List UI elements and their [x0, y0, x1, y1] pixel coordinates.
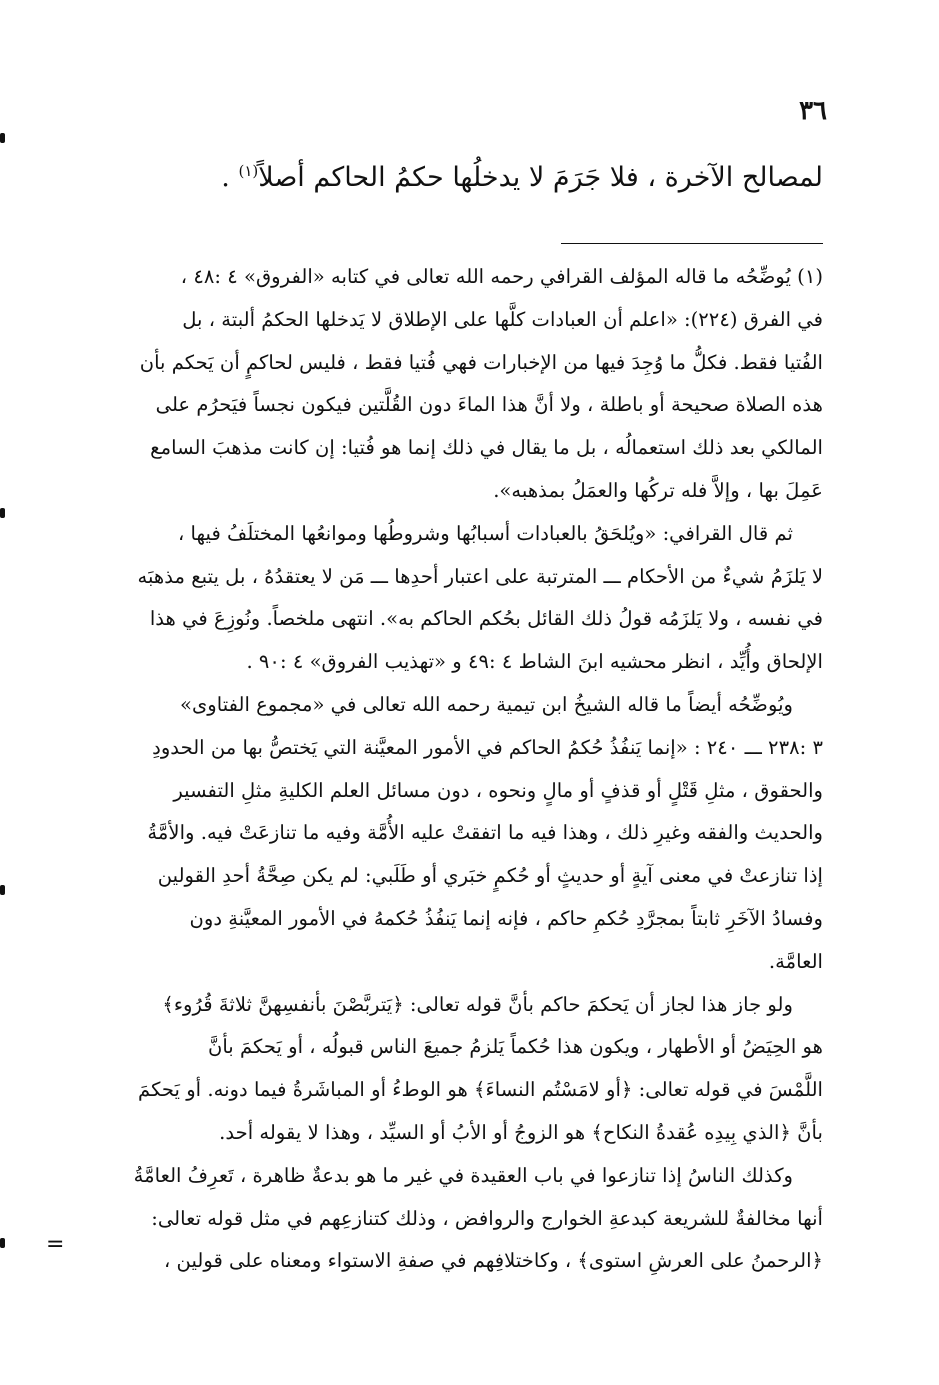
page-number: ٣٦ [799, 96, 827, 126]
footnote-line: بأنَّ ﴿الذي بِيدِه عُقدةُ النكاح﴾ هو الزوجُ أو الأبُ أو السيِّد ، وهذا لا يقوله أحد. [219, 1120, 823, 1144]
footnote-line: الفُتيا فقط. فكلُّ ما وُجِدَ فيها من الإخبارات فهي فُتيا فقط ، فليس لحاكمٍ أن يَحكم بأن [139, 350, 823, 374]
footnote-line: الإلحاق وأُيِّد ، انظر محشيه ابنَ الشاط ٤ :٤٩ و «تهذيب الفروق» ٤ :٩٠ . [246, 650, 823, 674]
scan-mark [0, 1238, 5, 1248]
footnote-line: (١) يُوضِّحُه ما قاله المؤلف القرافي رحمه الله تعالى في كتابه «الفروق» ٤ :٤٨ ، [180, 265, 823, 288]
footnote-line: والحديث والفقه وغيرِ ذلك ، وهذا فيه ما اتفقتْ عليه الأُمَّة وفيه ما تنازعَتْ فيه. والأمَّةُ [147, 821, 823, 845]
footnote-line: إذا تنازعتْ في معنى آيةٍ أو حديثٍ أو حُكمٍ خبَري أو طَلَبي: لم يكن صِحَّةُ أحدِ القولين [157, 864, 823, 888]
footnote-reference: (١) [238, 162, 259, 180]
footnote-separator [561, 243, 823, 244]
scan-mark [0, 508, 5, 518]
footnote-line: العامَّة. [768, 949, 823, 973]
continuation-mark: = [46, 1232, 65, 1257]
footnote-line: أنها مخالفةٌ للشريعة كبدعةِ الخوارج والروافض ، وذلك كتنازعِهم في مثل قوله تعالى: [151, 1206, 823, 1230]
footnote-line: هذه الصلاة صحيحة أو باطلة ، ولا أنَّ هذا الماءَ دون القُلَّتين فيكون نجساً فيَحرُم على [155, 393, 823, 417]
footnote-line: وفسادُ الآخَرِ ثابتاً بمجرَّدِ حُكمِ حاكم ، فإنه إنما يَنفُذُ حُكمهُ في الأمور المعيَّنةِ دون [189, 906, 823, 930]
footnote-line: اللَّمْسَ في قوله تعالى: ﴿أو لامَسْتُم النساءَ﴾ هو الوطءُ أو المباشَرةُ فيما دونه. أو يَحكمَ [138, 1078, 823, 1102]
footnote-line: في نفسه ، ولا يَلزَمُه قولُ ذلك القائل بحُكم الحاكم به». انتهى ملخصاً. ونُوزِعَ في هذا [149, 607, 823, 631]
footnote-line: والحقوق ، مثلِ قَتْلٍ أو قذفٍ أو مالٍ ونحوه ، دون مسائل العلم الكليةِ مثلِ التفسير [173, 778, 823, 802]
footnote-line: ﴿الرحمنُ على العرشِ استوى﴾ ، وكاختلافِهم في صفةِ الاستواء ومعناه على قولين ، [163, 1249, 823, 1273]
footnote-line: في الفرق (٢٢٤): «اعلم أن العبادات كلَّها على الإطلاق لا يَدخلها الحكمُ ألبتة ، بل [182, 307, 823, 331]
footnote-line: ثم قال القرافي: «ويُلحَقُ بالعبادات أسبابُها وشروطُها وموانعُها المختلَفُ فيها ، [177, 521, 793, 545]
footnote-line: ولو جاز هذا لجاز أن يَحكمَ حاكم بأنَّ قوله تعالى: ﴿يَتربَّصْنَ بأنفسِهنَّ ثلاثةَ قُرُوء﴾ [162, 992, 793, 1016]
footnote-line: ويُوضِّحُه أيضاً ما قاله الشيخُ ابن تيمية رحمه الله تعالى في «مجموع الفتاوى» [179, 692, 793, 716]
main-text-end: . [221, 162, 239, 193]
footnote-line: المالكي بعد ذلك استعمالُه ، بل ما يقال في ذلك إنما هو فُتيا: إن كانت مذهبَ السامع [150, 436, 823, 460]
main-text: لمصالح الآخرة ، فلا جَرَمَ لا يدخلُها حكمُ الحاكم أصلاً [258, 162, 823, 193]
main-text-line [123, 146, 823, 203]
footnote-line: هو الحِيَضُ أو الأطهار ، ويكون هذا حُكماً يَلزمُ جميعَ الناس قبولُه ، أو يَحكمَ بأنَّ [207, 1035, 823, 1059]
footnote-line: وكذلك الناسُ إذا تنازعوا في باب العقيدة في غير ما هو بدعةٌ ظاهرة ، تَعرِفُ العامَّةُ [133, 1163, 793, 1187]
footnote-line: ٣ :٢٣٨ ـــ ٢٤٠ : «إنما يَنفُذُ حُكمُ الحاكم في الأمور المعيَّنة التي يَختصُّ بها من الحدودِ [152, 735, 823, 759]
footnote-line: لا يَلزَمُ شيءٌ من الأحكام ـــ المترتبة على اعتبار أحدِها ـــ مَن لا يعتقدُهُ ، بل يتبع مذهبَه [137, 564, 823, 588]
footnote-line: عَمِلَ بها ، وإلاَّ فله تركُها والعمَلُ بمذهبه». [493, 478, 823, 502]
scan-mark [0, 133, 5, 143]
scan-mark [0, 885, 5, 895]
footnote-block [77, 256, 823, 1283]
